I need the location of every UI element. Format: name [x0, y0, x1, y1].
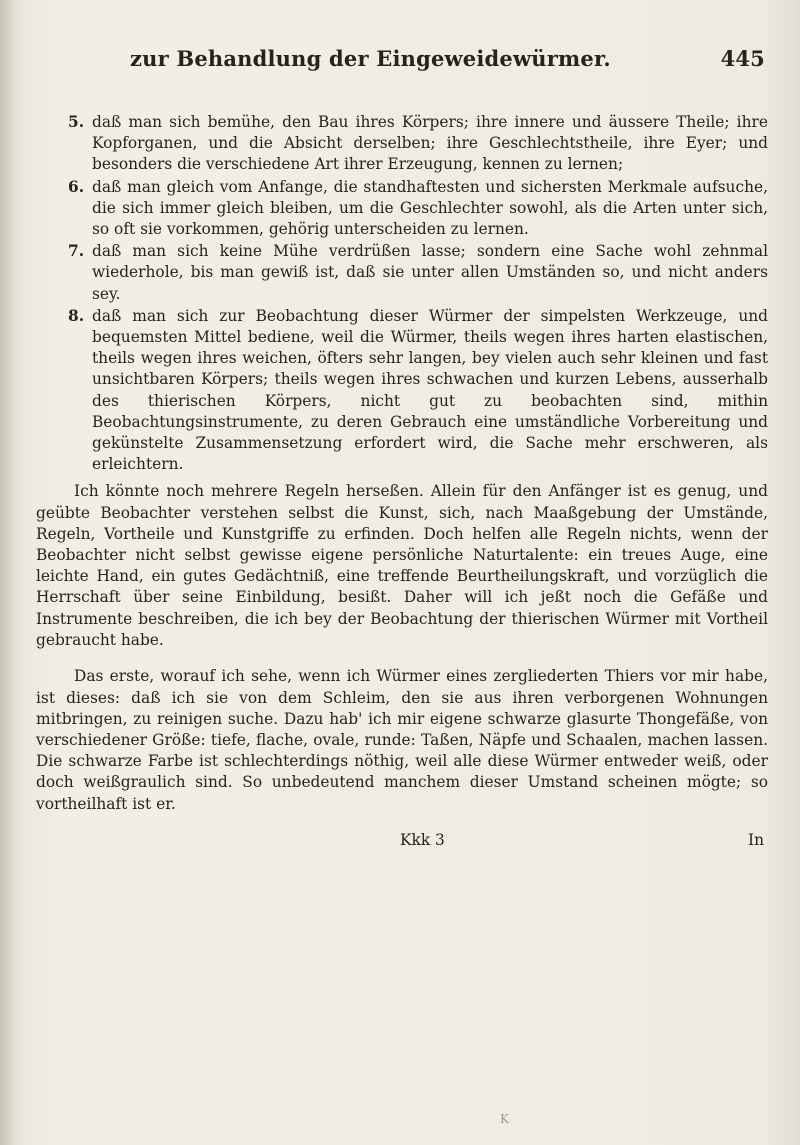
- item-number: 6.: [68, 177, 85, 196]
- item-number: 7.: [68, 242, 85, 261]
- page-body: [36, 112, 768, 858]
- item-text: daß man gleich vom Anfange, die standhaftesten und sichersten Merkmale aufsuche, die sich immer gleich bleiben, um die Geschlechter sowohl, als die Arten unter sich, so oft sie vorkommen, gehörig unterscheiden zu lernen.: [92, 177, 768, 239]
- bottom-stray-mark: K: [500, 1112, 509, 1126]
- item-text: daß man sich bemühe, den Bau ihres Körpers; ihre innere und äussere Theile; ihre Kopforganen, und die Absicht derselben; ihre Geschlechtstheile, ihre Eyer; und besonders die verschiedene Art ihrer Erzeugung, kennen zu lernen;: [92, 113, 768, 174]
- page-number: 445: [720, 46, 765, 71]
- catchword: In: [748, 831, 764, 850]
- item-text: daß man sich keine Mühe verdrüßen lasse; sondern eine Sache wohl zehnmal wiederhole, bis man gewiß ist, daß sie unter allen Umständen so, und nicht anders sey.: [92, 242, 768, 303]
- signature-mark: Kkk 3: [400, 831, 445, 850]
- paragraph-vessels: Das erste, worauf ich sehe, wenn ich Würmer eines zergliederten Thiers vor mir habe, ist dieses: daß ich sie von dem Schleim, den sie aus ihren verborgenen Wohnungen mitbringen, zu reinigen suche. Dazu hab' ich mir eigene schwarze glasurte Thongefäße, von verschiedener Größe: tiefe, flache, ovale, runde: Taßen, Näpfe und Schaalen, machen lassen. Die schwarze Farbe ist schlechterdings nöthig, weil alle diese Würmer entweder weiß, oder doch weißgraulich sind. So unbedeutend manchem dieser Umstand scheinen mögte; so vortheilhaft ist er.: [36, 667, 768, 813]
- list-item-8: [36, 306, 768, 476]
- running-title: zur Behandlung der Eingeweidewürmer.: [130, 46, 611, 71]
- list-item-7: [36, 241, 768, 305]
- list-item-5: [36, 112, 768, 176]
- item-number: 8.: [68, 306, 85, 325]
- list-item-6: [36, 177, 768, 241]
- binding-gutter: [0, 0, 14, 1145]
- running-header: [130, 40, 765, 80]
- paragraph-rules-closing: Ich könnte noch mehrere Regeln herseßen. Allein für den Anfänger ist es genug, und geübte Beobachter verstehen selbst die Kunst, sich, nach Maaßgebung der Umstände, Regeln, Vortheile und Kunstgriffe zu erfinden. Doch helfen alle Regeln nichts, wenn der Beobachter nicht selbst gewisse eigene persönliche Naturtalente: ein treues Auge, eine leichte Hand, ein gutes Gedächtniß, eine treffende Beurtheilungskraft, und vorzüglich die Herrschaft über seine Einbildung, besißt. Daher will ich jeßt noch die Gefäße und Instrumente beschreiben, die ich bey der Beobachtung der thierischen Würmer mit Vortheil gebraucht habe.: [36, 482, 768, 649]
- item-number: 5.: [68, 113, 85, 131]
- page-footer: [36, 830, 768, 858]
- item-text: daß man sich zur Beobachtung dieser Würmer der simpelsten Werkzeuge, und bequemsten Mittel bediene, weil die Würmer, theils wegen ihres harten elastischen, theils wegen ihres weichen, öfters sehr langen, bey vielen auch sehr kleinen und fast unsichtbaren Körpers; theils wegen ihres schwachen und kurzen Lebens, ausserhalb des thierischen Körpers, nicht gut zu beobachten sind, mithin Beobachtungsinstrumente, zu deren Gebrauch eine umständliche Vorbereitung und gekünstelte Zusammensetzung erfordert wird, die Sache mehr erschweren, als erleichtern.: [92, 306, 768, 474]
